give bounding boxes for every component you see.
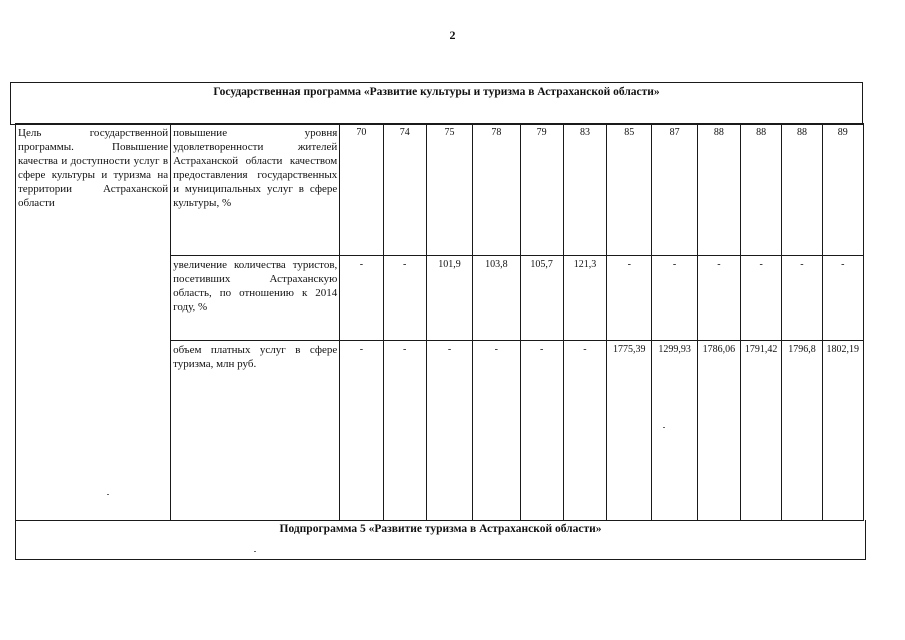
value-cell: 75 bbox=[426, 124, 472, 256]
value-cell: 1786,06 bbox=[697, 341, 740, 521]
indicator-label: повышение уровня удовлетворенности жителей Астраханской области качеством предоставления государственных и муниципальных услуг в сфере культуры, % bbox=[171, 124, 340, 256]
indicators-table bbox=[15, 123, 864, 521]
value-cell: - bbox=[383, 256, 426, 341]
program-title: Государственная программа «Развитие культуры и туризма в Астраханской области» bbox=[213, 86, 660, 98]
value-cell: 1791,42 bbox=[741, 341, 782, 521]
indicator-label: объем платных услуг в сфере туризма, млн руб. bbox=[171, 341, 340, 521]
value-cell: - bbox=[697, 256, 740, 341]
value-cell: 1299,93 bbox=[652, 341, 697, 521]
value-cell: 78 bbox=[473, 124, 520, 256]
value-cell: 121,3 bbox=[563, 256, 606, 341]
value-cell: 70 bbox=[340, 124, 383, 256]
value-cell: - bbox=[383, 341, 426, 521]
value-cell: - bbox=[741, 256, 782, 341]
value-cell: - bbox=[607, 256, 652, 341]
scan-speck bbox=[663, 427, 665, 428]
value-cell: - bbox=[822, 256, 863, 341]
page-number: 2 bbox=[449, 28, 456, 42]
scan-speck bbox=[254, 551, 256, 552]
value-cell: 79 bbox=[520, 124, 563, 256]
value-cell: 74 bbox=[383, 124, 426, 256]
value-cell: 88 bbox=[697, 124, 740, 256]
subprogram-box bbox=[15, 520, 866, 560]
value-cell: - bbox=[340, 256, 383, 341]
value-cell: 101,9 bbox=[426, 256, 472, 341]
program-title-box bbox=[10, 82, 863, 125]
value-cell: - bbox=[520, 341, 563, 521]
value-cell: 105,7 bbox=[520, 256, 563, 341]
indicator-label: увеличение количества туристов, посетивших Астраханскую область, по отношению к 2014 году, % bbox=[171, 256, 340, 341]
value-cell: 88 bbox=[741, 124, 782, 256]
value-cell: 87 bbox=[652, 124, 697, 256]
value-cell: 83 bbox=[563, 124, 606, 256]
value-cell: 1802,19 bbox=[822, 341, 863, 521]
subprogram-title: Подпрограмма 5 «Развитие туризма в Астраханской области» bbox=[279, 523, 602, 535]
program-goal: Цель государственной программы. Повышение качества и доступности услуг в сфере культуры и туризма на территории Астраханской области bbox=[16, 124, 171, 521]
value-cell: - bbox=[782, 256, 822, 341]
scan-speck bbox=[107, 494, 109, 495]
value-cell: - bbox=[473, 341, 520, 521]
table-row bbox=[16, 124, 864, 256]
value-cell: 85 bbox=[607, 124, 652, 256]
value-cell: - bbox=[340, 341, 383, 521]
value-cell: - bbox=[426, 341, 472, 521]
value-cell: - bbox=[652, 256, 697, 341]
value-cell: 88 bbox=[782, 124, 822, 256]
value-cell: 89 bbox=[822, 124, 863, 256]
value-cell: 103,8 bbox=[473, 256, 520, 341]
value-cell: 1775,39 bbox=[607, 341, 652, 521]
value-cell: - bbox=[563, 341, 606, 521]
value-cell: 1796,8 bbox=[782, 341, 822, 521]
